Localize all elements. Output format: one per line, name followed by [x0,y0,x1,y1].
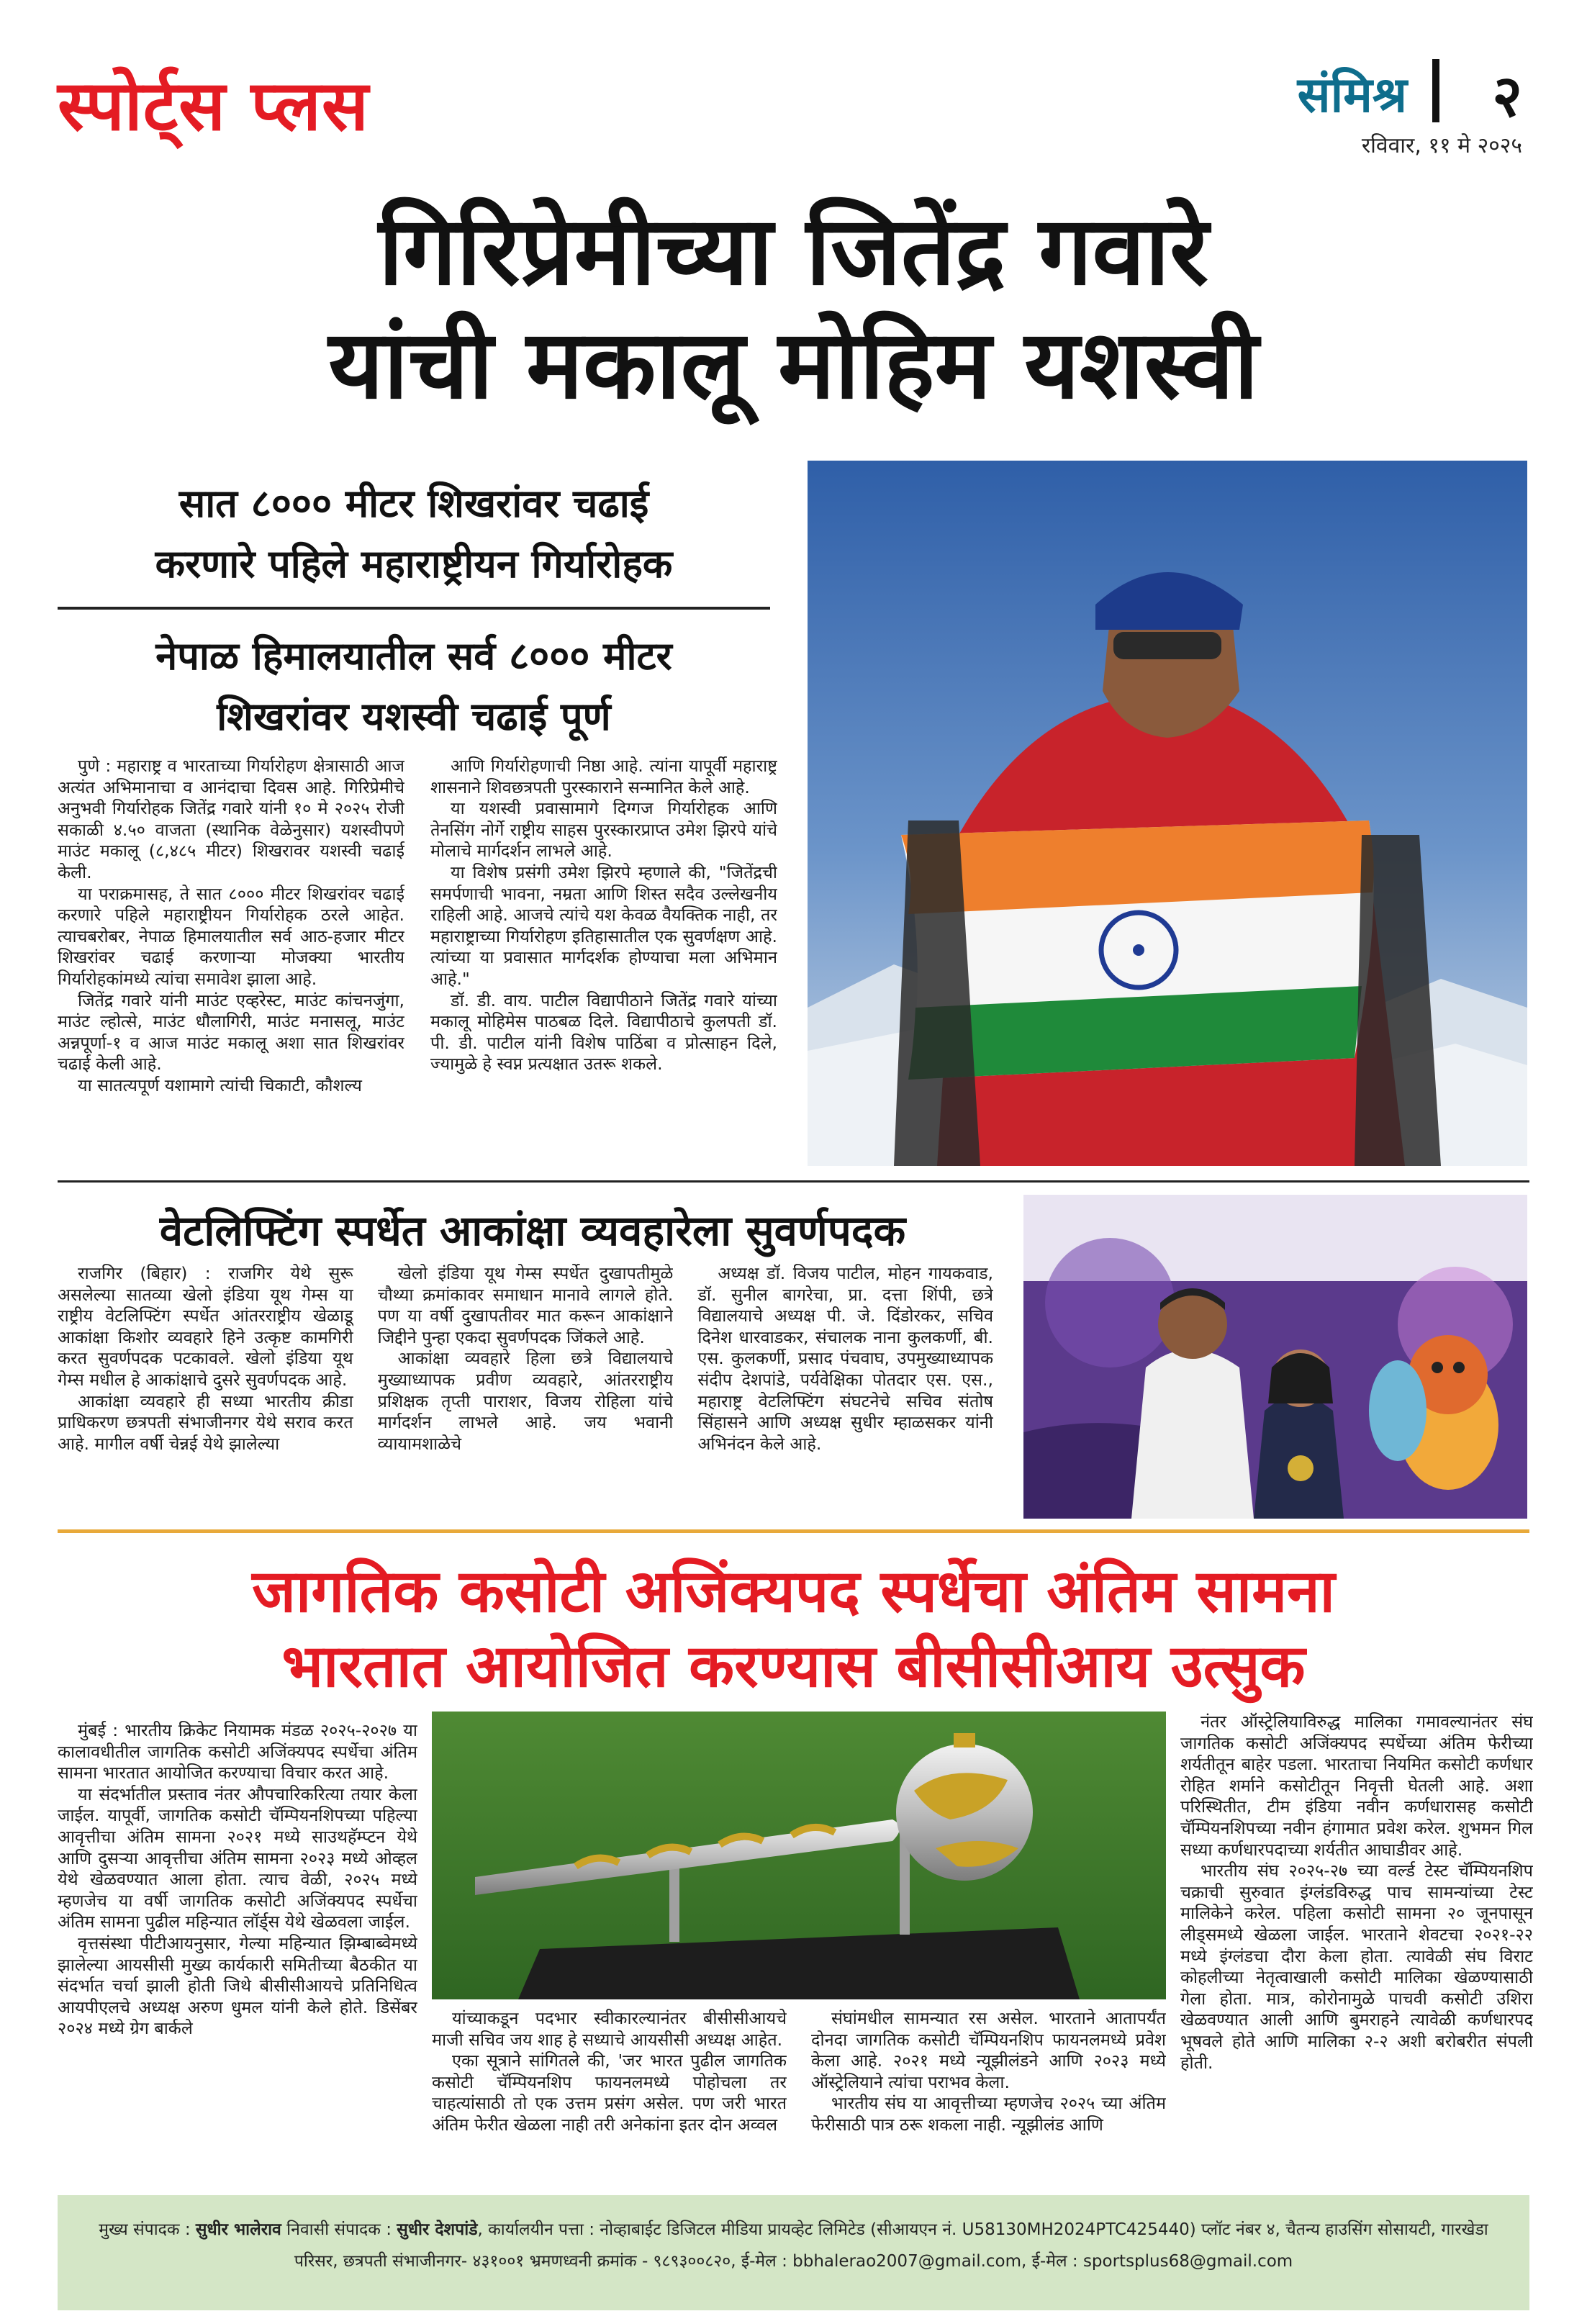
story3-headline [58,1555,1529,1704]
story1-paragraph: जितेंद्र गवारे यांनी माउंट एव्हरेस्ट, माउंट कांचनजुंगा, माउंट ल्होत्से, माउंट धौलागिरी, माउंट मनासलू, माउंट अन्नपूर्णा-१ व आज माउंट मकालू अशा सात शिखरांवर चढाई केली आहे. [58,990,404,1075]
resident-editor-name: सुधीर देशपांडे [397,2220,478,2239]
story1-subhead1-line2: करणारे पहिले महाराष्ट्रीयन गिर्यारोहक [155,541,673,587]
story2-body [58,1263,993,1515]
story1-paragraph: या पराक्रमासह, ते सात ८००० मीटर शिखरांवर चढाई करणारे पहिले महाराष्ट्रीयन गिर्यारोहक ठरले आहेत. त्याचबरोबर, नेपाळ हिमालयातील सर्व आठ-हजार मीटर शिखरांवर चढाई करणाऱ्या मोजक्या भारतीय गिर्यारोहकांमध्ये त्यांचा समावेश झाला आहे. [58,883,404,989]
story2-headline: वेटलिफ्टिंग स्पर्धेत आकांक्षा व्यवहारेला सुवर्णपदक [159,1206,906,1255]
story3-paragraph: भारतीय संघ या आवृत्तीच्या म्हणजेच २०२५ च्या अंतिम फेरीसाठी पात्र ठरू शकला नाही. न्यूझीलंड आणि [811,2093,1166,2135]
story1-body [58,756,777,1173]
story1-paragraph: या यशस्वी प्रवासामागे दिग्गज गिर्यारोहक आणि तेनसिंग नोर्गे राष्ट्रीय साहस पुरस्कारप्राप्त उमेश झिरपे यांचे मोलाचे मार्गदर्शन लाभले आहे. [430,798,777,862]
page-number: २ [1492,63,1522,130]
story3-column-4 [1180,1712,1533,2166]
section-divider [1432,59,1439,122]
story3-body-middle [432,2008,1166,2166]
resident-editor-label: निवासी संपादक : [286,2220,392,2239]
brand-logo[interactable]: स्पोर्ट्स प्लस [58,65,369,146]
story3-headline-line2: भारतात आयोजित करण्यास बीसीसीआय उत्सुक [281,1632,1306,1701]
office-address: , कार्यालयीन पत्ता : नोव्हाबाईट डिजिटल मीडिया प्रायव्हेट लिमिटेड (सीआयएन नं. U58130MH2024PTC425440) प्लॉट नंबर ४, चैतन्य हाउसिंग सोसायटी, गारखेडा [477,2220,1488,2239]
story3-paragraph: भारतीय संघ २०२५-२७ च्या वर्ल्ड टेस्ट चॅम्पियनशिप चक्राची सुरुवात इंग्लंडविरुद्ध पाच सामन्यांच्या टेस्ट मालिकेने करेल. पहिला कसोटी सामना २० जूनपासून लीड्समध्ये खेळला जाईल. भारताने शेवटचा २०२१-२२ मध्ये इंग्लंडचा दौरा केला होता. त्यावेळी संघ विराट कोहलीच्या नेतृत्वाखाली कसोटी मालिका खेळण्यासाठी गेला होता. मात्र, कोरोनामुळे पाचवी कसोटी उशिरा खेळवण्यात आली आणि बुमराहने त्यावेळी कर्णधारपद भूषवले होते आणि मालिका २-२ अशी बरोबरीत संपली होती. [1180,1860,1533,2073]
imprint-footer [58,2195,1529,2310]
story2-paragraph: आकांक्षा व्यवहारे ही सध्या भारतीय क्रीडा प्राधिकरण छत्रपती संभाजीनगर येथे सराव करत आहे. मागील वर्षी चेन्नई येथे झालेल्या [58,1391,353,1454]
test-mace-trophy-photo [432,1712,1166,1999]
story1-column-1 [58,756,404,1173]
climber-flag-illustration [808,461,1527,1166]
story2-paragraph: खेलो इंडिया यूथ गेम्स स्पर्धेत दुखापतीमुळे चौथ्या क्रमांकावर समाधान मानावे लागले होते. पण या वर्षी दुखापतीवर मात करून आकांक्षाने जिद्दीने पुन्हा एकदा सुवर्णपदक जिंकले आहे. [377,1263,674,1347]
story3-paragraph: मुंबई : भारतीय क्रिकेट नियामक मंडळ २०२५-२०२७ या कालावधीतील जागतिक कसोटी अजिंक्यपद स्पर्धेचा अंतिम सामना भारतात आयोजित करण्याचा विचार करत आहे. [58,1720,417,1783]
story3-column-1 [58,1720,417,2166]
story1-column-2 [430,756,777,1173]
story3-paragraph: या संदर्भातील प्रस्ताव नंतर औपचारिकरित्या तयार केला जाईल. यापूर्वी, जागतिक कसोटी चॅम्पियनशिपच्या पहिल्या आवृत्तीचा अंतिम सामना २०२१ मध्ये साउथहॅम्प्टन येथे आणि दुसऱ्या आवृत्तीचा अंतिम सामना २०२३ मध्ये ओव्हल येथे खेळवण्यात आला होता. त्याच वेळी, २०२५ मध्ये म्हणजेच या वर्षी जागतिक कसोटी अजिंक्यपद स्पर्धेचा अंतिम सामना पुढील महिन्यात लॉर्ड्स येथे खेळवला जाईल. [58,1783,417,1932]
story2-paragraph: राजगिर (बिहार) : राजगिर येथे सुरू असलेल्या सातव्या खेलो इंडिया यूथ गेम्स या राष्ट्रीय वेटलिफ्टिंग स्पर्धेत आंतरराष्ट्रीय खेळाडू आकांक्षा किशोर व्यवहारे हिने उत्कृष्ट कामगिरी करत सुवर्णपदक पटकावले. खेलो इंडिया यूथ गेम्स मधील हे आकांक्षाचे दुसरे सुवर्णपदक आहे. [58,1263,353,1390]
weightlifter-medal-photo [1023,1195,1527,1519]
story1-headline-line2: यांची मकालू मोहिम यशस्वी [328,309,1259,420]
chief-editor-label: मुख्य संपादक : [99,2220,191,2239]
story2-column-2 [378,1263,674,1515]
section-name: संमिश्र [1297,67,1407,124]
story1-subhead2-line2: शिखरांवर यशस्वी चढाई पूर्ण [217,694,611,739]
story2-column-1 [58,1263,353,1515]
gold-divider [58,1529,1529,1533]
story1-headline [58,194,1529,422]
story1-paragraph: या सातत्यपूर्ण यशामागे त्यांची चिकाटी, कौशल्य [78,1075,362,1095]
story3-paragraph: यांच्याकडून पदभार स्वीकारल्यानंतर बीसीसीआयचे माजी सचिव जय शाह हे सध्याचे आयसीसी अध्यक्ष आहेत. [432,2008,787,2050]
test-mace-trophy-illustration [432,1712,1166,1999]
masthead [0,0,1587,166]
story3-column-3 [811,2008,1166,2166]
story2-column-3 [697,1263,993,1515]
story3-column-2 [432,2008,787,2166]
climber-flag-photo [808,461,1527,1166]
story1-paragraph: या विशेष प्रसंगी उमेश झिरपे म्हणाले की, "जितेंद्रची समर्पणाची भावना, नम्रता आणि शिस्त सदैव उल्लेखनीय राहिली आहे. आजचे त्यांचे यश केवळ वैयक्तिक नाही, तर महाराष्ट्राच्या गिर्यारोहण इतिहासातील एक सुवर्णक्षण आहे. त्यांच्या या प्रवासात मार्गदर्शक होण्याचा मला अभिमान आहे." [430,862,777,989]
story1-paragraph: आणि गिर्यारोहणाची निष्ठा आहे. त्यांना यापूर्वी महाराष्ट्र शासनाने शिवछत्रपती पुरस्काराने सन्मानित केले आहे. [430,756,777,797]
story1-subhead1 [58,474,770,594]
story3-paragraph: नंतर ऑस्ट्रेलियाविरुद्ध मालिका गमावल्यानंतर संघ जागतिक कसोटी अजिंक्यपद स्पर्धेच्या अंतिम फेरीच्या शर्यतीतून बाहेर पडला. भारताचा नियमित कसोटी कर्णधार रोहित शर्माने कसोटीतून निवृत्ती घेतली आहे. अशा परिस्थितीत, टीम इंडिया नवीन कर्णधारासह कसोटी चॅम्पियनशिपच्या नवीन हंगामात प्रवेश करेल. शुभमन गिल सध्या कर्णधारपदाच्या शर्यतीत आघाडीवर आहे. [1180,1712,1533,1860]
chief-editor-name: सुधीर भालेराव [195,2220,281,2239]
story1-headline-line1: गिरिप्रेमीच्या जितेंद्र गवारे [378,196,1209,307]
story3-paragraph: एका सूत्राने सांगितले की, 'जर भारत पुढील जागतिक कसोटी चॅम्पियनशिप फायनलमध्ये पोहोचला तर चाहत्यांसाठी तो एक उत्तम प्रसंग असेल. पण जरी भारत अंतिम फेरीत खेळला नाही तरी अनेकांना इतर दोन अव्वल [432,2051,787,2135]
story2-paragraph: आकांक्षा व्यवहारे हिला छत्रे विद्यालयाचे मुख्याध्यापक प्रवीण व्यवहारे, आंतरराष्ट्रीय प्रशिक्षक तृप्ती पाराशर, विजय रोहिला यांचे मार्गदर्शन लाभले आहे. जय भवानी व्यायामशाळेचे [377,1348,674,1454]
story1-paragraph: डॉ. डी. वाय. पाटील विद्यापीठाने जितेंद्र गवारे यांच्या मकालू मोहिमेस पाठबळ दिले. विद्यापीठाचे कुलपती डॉ. पी. डी. पाटील यांनी विशेष पाठिंबा व प्रोत्साहन दिले, ज्यामुळे हे स्वप्न प्रत्यक्षात उतरू शकले. [430,990,777,1075]
story1-subhead2-line1: नेपाळ हिमालयातील सर्व ८००० मीटर [155,633,672,679]
section-divider-line [58,1180,1529,1183]
story3-paragraph: संघांमधील सामन्यात रस असेल. भारताने आतापर्यंत दोनदा जागतिक कसोटी चॅम्पियनशिप फायनलमध्ये प्रवेश केला आहे. २०२१ मध्ये न्यूझीलंडने आणि २०२३ मध्ये ऑस्ट्रेलियाने त्यांचा पराभव केला. [811,2008,1166,2092]
dateline: रविवार, ११ मे २०२५ [1361,133,1522,158]
story3-headline-line1: जागतिक कसोटी अजिंक्यपद स्पर्धेचा अंतिम सामना [252,1557,1335,1626]
story1-subhead2 [58,626,770,747]
story3-paragraph: वृत्तसंस्था पीटीआयनुसार, गेल्या महिन्यात झिम्बाब्वेमध्ये झालेल्या आयसीसी मुख्य कार्यकारी समितीच्या बैठकीत या संदर्भात चर्चा झाली होती जिथे बीसीसीआयचे प्रतिनिधित्व आयपीएलचे अध्यक्ष अरुण धुमल यांनी केले होते. डिसेंबर २०२४ मध्ये ग्रेग बार्कले [58,1932,417,2039]
subhead-divider [58,607,770,610]
weightlifter-medal-illustration [1023,1195,1527,1519]
story1-paragraph: पुणे : महाराष्ट्र व भारताच्या गिर्यारोहण क्षेत्रासाठी आज अत्यंत अभिमानाचा व आनंदाचा दिवस आहे. गिरिप्रेमीचे अनुभवी गिर्यारोहक जितेंद्र गवारे यांनी १० मे २०२५ रोजी सकाळी ४.५० वाजता (स्थानिक वेळेनुसार) यशस्वीपणे माउंट मकालू (८,४८५ मीटर) शिखरावर यशस्वी चढाई केली. [58,756,404,882]
imprint-line-2: परिसर, छत्रपती संभाजीनगर- ४३१००१ भ्रमणध्वनी क्रमांक - ९८९३००८२०, ई-मेल : bbhalerao2007@gmail.com, ई-मेल : sportsplus68@gmail.com [294,2252,1293,2271]
story2-paragraph: अध्यक्ष डॉ. विजय पाटील, मोहन गायकवाड, डॉ. सुनील बागरेचा, प्रा. दत्ता शिंपी, छत्रे विद्यालयाचे अध्यक्ष पी. जे. दिंडोरकर, सचिव दिनेश धारवाडकर, संचालक नाना कुलकर्णी, बी. एस. कुलकर्णी, प्रसाद पंचवाघ, उपमुख्याध्यापक संदीप देशपांडे, पर्यवेक्षिका पोतदार एस. एस., महाराष्ट्र वेटलिफ्टिंग संघटनेचे सचिव संतोष सिंहासने आणि अध्यक्ष सुधीर म्हाळसकर यांनी अभिनंदन केले आहे. [697,1263,994,1454]
imprint-line-1 [86,2214,1501,2246]
story1-subhead1-line1: सात ८००० मीटर शिखरांवर चढाई [178,481,649,526]
